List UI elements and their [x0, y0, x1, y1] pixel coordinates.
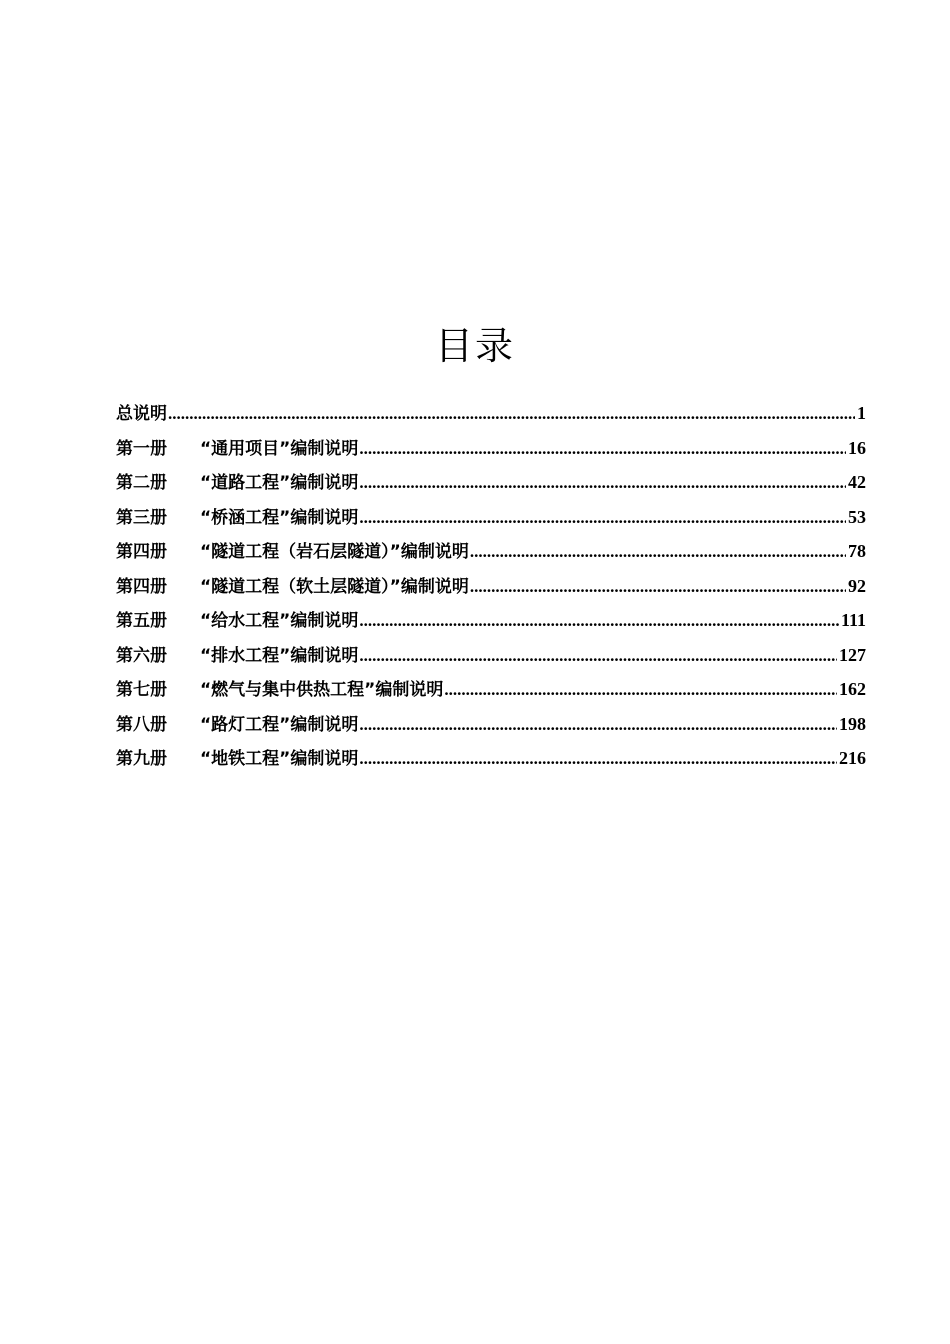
toc-dot-leader: [359, 646, 837, 666]
toc-entry-volume-5[interactable]: [116, 606, 866, 641]
toc-volume-label: 第六册: [116, 645, 167, 666]
toc-entry-volume-6[interactable]: [116, 641, 866, 676]
table-of-contents: [116, 399, 866, 779]
toc-volume-label: 第二册: [116, 473, 167, 493]
toc-dot-leader: [470, 577, 846, 597]
toc-entry-label: “道路工程”编制说明: [200, 473, 359, 493]
toc-volume-label: 第九册: [116, 749, 167, 769]
toc-page-number: 16: [848, 437, 866, 458]
toc-page-number: 78: [848, 541, 866, 561]
toc-dot-leader: [470, 542, 846, 562]
toc-page-number: 1: [857, 403, 866, 423]
toc-entry-label: “排水工程”编制说明: [200, 645, 359, 666]
toc-volume-label: 第一册: [116, 438, 167, 459]
toc-page-number: 127: [839, 644, 866, 665]
toc-dot-leader: [359, 473, 846, 493]
toc-page-number: 198: [839, 713, 866, 734]
toc-dot-leader: [444, 680, 837, 700]
toc-entry-label: 总说明: [116, 404, 167, 424]
toc-dot-leader: [168, 404, 855, 424]
toc-page-number: 53: [848, 506, 866, 527]
toc-page-number: 162: [839, 679, 866, 699]
toc-entry-general[interactable]: [116, 399, 866, 434]
toc-dot-leader: [359, 508, 846, 528]
toc-entry-label: “燃气与集中供热工程”编制说明: [200, 680, 444, 700]
toc-entry-volume-7[interactable]: [116, 675, 866, 710]
toc-volume-label: 第四册: [116, 576, 167, 597]
toc-entry-label: “通用项目”编制说明: [200, 438, 359, 459]
toc-dot-leader: [359, 611, 839, 631]
toc-volume-label: 第七册: [116, 680, 167, 700]
toc-entry-label: “路灯工程”编制说明: [200, 714, 359, 735]
toc-entry-label: “给水工程”编制说明: [200, 611, 359, 631]
toc-volume-label: 第三册: [116, 507, 167, 528]
toc-page-number: 42: [848, 472, 866, 492]
toc-page-number: 92: [848, 575, 866, 596]
toc-entry-volume-1[interactable]: [116, 434, 866, 469]
toc-entry-label: “隧道工程（岩石层隧道）”编制说明: [200, 542, 469, 562]
toc-dot-leader: [359, 439, 846, 459]
toc-entry-volume-2[interactable]: [116, 468, 866, 503]
toc-volume-label: 第四册: [116, 542, 167, 562]
toc-entry-label: “桥涵工程”编制说明: [200, 507, 359, 528]
toc-entry-label: “地铁工程”编制说明: [200, 749, 359, 769]
toc-entry-volume-4-rock[interactable]: [116, 537, 866, 572]
toc-entry-volume-3[interactable]: [116, 503, 866, 538]
toc-dot-leader: [359, 749, 837, 769]
toc-entry-volume-9[interactable]: [116, 744, 866, 779]
toc-dot-leader: [359, 715, 837, 735]
toc-page-number: 111: [840, 610, 866, 630]
toc-entry-volume-8[interactable]: [116, 710, 866, 745]
toc-title: 目录: [434, 324, 515, 368]
toc-volume-label: 第八册: [116, 714, 167, 735]
toc-page-number: 216: [839, 748, 866, 768]
toc-volume-label: 第五册: [116, 611, 167, 631]
toc-entry-volume-4-soft[interactable]: [116, 572, 866, 607]
toc-entry-label: “隧道工程（软土层隧道）”编制说明: [200, 576, 469, 597]
